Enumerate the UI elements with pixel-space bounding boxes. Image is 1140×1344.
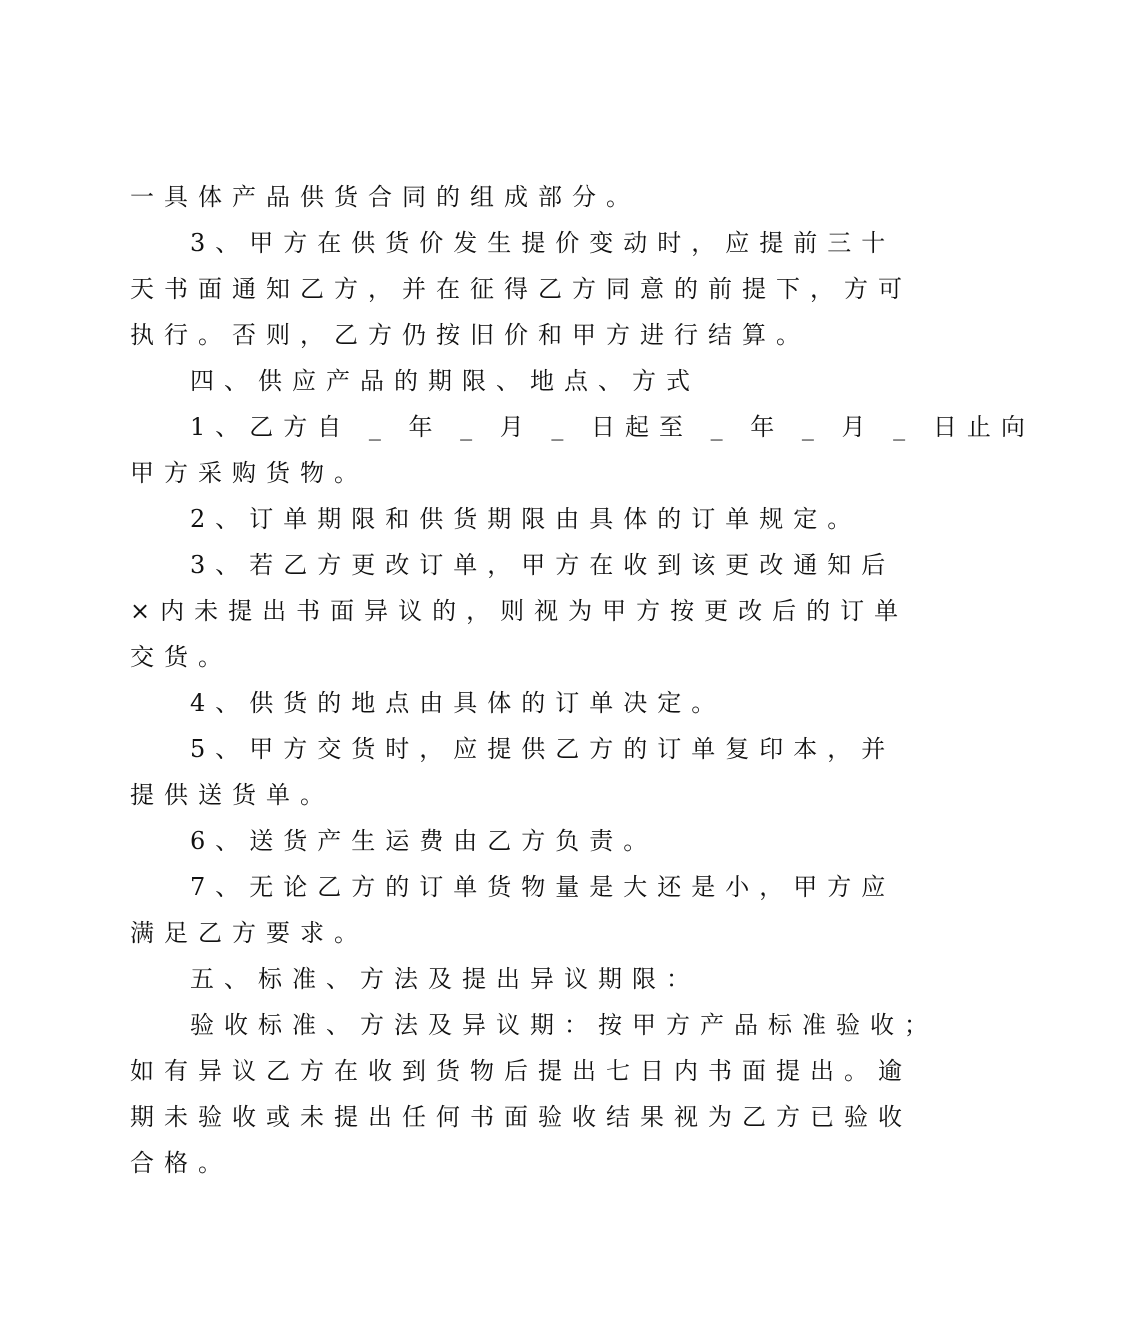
text-line: 2、订单期限和供货期限由具体的订单规定。: [190, 505, 862, 533]
text-line: 验收标准、方法及异议期：按甲方产品标准验收；: [190, 1011, 938, 1039]
text-line: 执行。否则，乙方仍按旧价和甲方进行结算。: [130, 321, 810, 349]
text-line: 一具体产品供货合同的组成部分。: [130, 183, 640, 211]
text-line: 满足乙方要求。: [130, 919, 368, 947]
text-line: 合格。: [130, 1149, 232, 1177]
text-line: 3、若乙方更改订单，甲方在收到该更改通知后: [190, 551, 896, 579]
section-heading: 四、供应产品的期限、地点、方式: [190, 367, 700, 395]
text-line: 提供送货单。: [130, 781, 334, 809]
section-heading: 五、标准、方法及提出异议期限：: [190, 965, 700, 993]
text-line: ×内未提出书面异议的，则视为甲方按更改后的订单: [130, 597, 909, 625]
text-line: 6、送货产生运费由乙方负责。: [190, 827, 658, 855]
text-line: 交货。: [130, 643, 232, 671]
text-line: 7、无论乙方的订单货物量是大还是小，甲方应: [190, 873, 896, 901]
text-line: 3、甲方在供货价发生提价变动时，应提前三十: [190, 229, 896, 257]
text-line: 甲方采购货物。: [130, 459, 368, 487]
text-line: 天书面通知乙方，并在征得乙方同意的前提下，方可: [130, 275, 912, 303]
text-line: 5、甲方交货时，应提供乙方的订单复印本，并: [190, 735, 896, 763]
text-line: 4、供货的地点由具体的订单决定。: [190, 689, 726, 717]
text-line: 1、乙方自 _ 年 _ 月 _ 日起至 _ 年 _ 月 _ 日止向: [190, 413, 1035, 441]
text-line: 如有异议乙方在收到货物后提出七日内书面提出。逾: [130, 1057, 912, 1085]
text-line: 期未验收或未提出任何书面验收结果视为乙方已验收: [130, 1103, 912, 1131]
